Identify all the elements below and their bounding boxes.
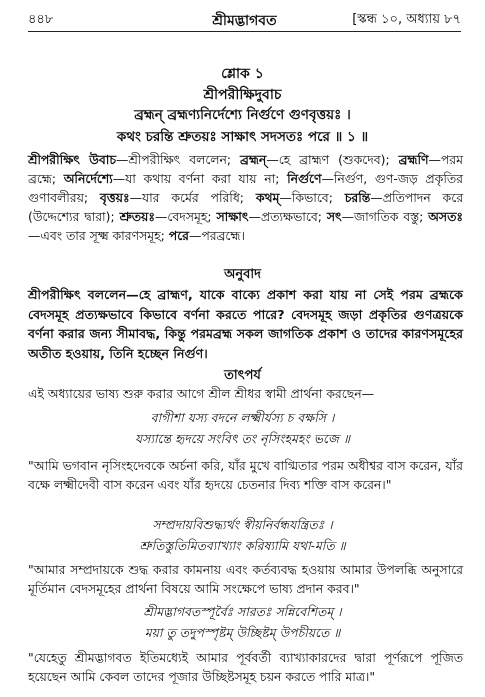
sanskrit-1-line-1: বাগীশা যস্য বদনে লক্ষ্মীর্যস্য চ বক্ষসি ।: [150, 410, 335, 425]
synonym-meaning: —প্রত্যক্ষভাবে;: [248, 209, 327, 224]
verse-label: শ্লোক ১: [221, 66, 264, 82]
translation-body: —হে ব্রাহ্মণ, যাকে বাক্যে প্রকাশ করা যায় না সেই পরম ব্রহ্মকে বেদসমূহ প্রত্যক্ষভাবে কিভাবে বর্ণনা করতে পারে? বেদসমূহ জড়া প্রকৃতির গুণত্রয়কে বর্ণনা করার জন্য সীমাবদ্ধ, কিন্তু পরমব্রহ্ম সকল জাগতিক প্রকাশ ও তাদের কারণসমূহের অতীত হওয়ায়, তিনি হচ্ছেন নির্গুণ।: [28, 287, 463, 361]
page-header: [28, 8, 461, 30]
verse-line-2: কথং চরন্তি শ্রুতয়ঃ সাক্ষাৎ সদসতঃ পরে ॥ ১ ॥: [116, 129, 369, 145]
header-rule: [28, 31, 461, 32]
purport-heading: তাৎপর্য: [224, 368, 261, 383]
synonym-term: অসতঃ: [428, 209, 463, 224]
synonym-term: ব্রহ্মন্: [240, 152, 267, 167]
sanskrit-3-line-1: শ্রীমদ্ভাগবতস্পূর্বৈঃ সারতঃ সন্নিবেশিতম্ ।: [143, 604, 342, 619]
quote-1: "আমি ভগবান নৃসিংহদেবকে অর্চনা করি, যাঁর মুখে বাগ্মিতার পরম অধীশ্বর বাস করেন, যাঁর বক্ষে লক্ষ্মীদেবী বাস করেন এবং যাঁর হৃদয়ে চেতনার দিব্য শক্তি বাস করেন।": [28, 458, 463, 492]
chapter-reference: [স্কন্ধ ১০, অধ্যায় ৮৭: [352, 12, 461, 27]
synonym-term: অনির্দেশ্যে: [63, 171, 113, 186]
synonym-meaning: —হে ব্রাহ্মণ (শুকদেব);: [266, 152, 399, 167]
sanskrit-2-line-1: সম্প্রদায়বিশুদ্ধ্যর্থং স্বীয়নির্বন্ধযন্ত্রিতঃ ।: [152, 517, 333, 532]
synonym-meaning: —শ্রীপরীক্ষিৎ বললেন;: [116, 152, 241, 167]
synonym-term: সাক্ষাৎ: [216, 209, 249, 224]
synonym-meaning: —প্রতিপাদন করে (উদ্দেশ্যের দ্বারা);: [28, 190, 464, 224]
sanskrit-2-line-2: শ্রুতিস্তুতিমিতব্যাখ্যাং করিষ্যামি যথা-মতি ॥: [139, 538, 346, 553]
synonym-term: শ্রুতয়ঃ: [119, 209, 155, 224]
synonym-meaning: —যার কর্মের পরিধি;: [129, 190, 256, 205]
synonym-term: শ্রীপরীক্ষিৎ উবাচ: [28, 152, 116, 167]
synonym-list: [28, 152, 463, 243]
synonym-term: ব্রহ্মণি: [398, 152, 429, 167]
quote-2: "আমার সম্প্রদায়কে শুদ্ধ করার কামনায় এবং কর্তব্যবদ্ধ হওয়ায় আমার উপলব্ধি অনুসারে মূর্তিমান বেদসমূহের প্রার্থনা বিষয়ে আমি সংক্ষেপে ভাষ্য প্রদান করব।": [28, 562, 463, 596]
synonym-term: সৎ: [326, 209, 342, 224]
synonym-term: কথম্: [255, 190, 280, 205]
synonym-term: নির্গুণে: [287, 171, 322, 186]
translation-text: [28, 285, 463, 363]
synonym-term: পরে: [168, 228, 189, 243]
quote-3: "যেহেতু শ্রীমদ্ভাগবত ইতিমধ্যেই আমার পূর্ববর্তী ব্যাখ্যাকারদের দ্বারা পূর্ণরূপে পূজিত হয়েছেন আমি কেবল তাদের পূজার উচ্ছিষ্টসমূহ চয়ন করতে পারি মাত্র।": [28, 650, 463, 684]
synonym-meaning: —পরব্রহ্মে।: [189, 228, 245, 243]
synonym-meaning: —বেদসমূহ;: [154, 209, 217, 224]
translation-speaker: শ্রীপরীক্ষিৎ বললেন: [28, 287, 127, 302]
synonym-term: বৃত্তয়ঃ: [99, 190, 130, 205]
synonym-meaning: —জাগতিক বস্তু;: [341, 209, 429, 224]
verse-speaker: শ্রীপরীক্ষিদুবাচ: [203, 87, 282, 103]
verse-line-1: ব্রহ্মন্ ব্রহ্মণ্যনির্দেশ্যে নির্গুণে গুণবৃত্তয়ঃ ।: [134, 107, 351, 123]
sanskrit-3-line-2: ময়া তু তদুপস্পৃষ্টম্ উচ্ছিষ্টম্ উপচীয়তে ॥: [144, 625, 341, 640]
synonym-meaning: —পরম ব্রহ্মে;: [28, 152, 463, 186]
synonym-meaning: —যা কথায় বর্ণনা করা যায় না;: [112, 171, 288, 186]
translation-heading: অনুবাদ: [224, 267, 261, 282]
synonym-meaning: —নির্গুণ, গুণ-জড় প্রকৃতির গুণাবলীরয়;: [28, 171, 463, 205]
running-title: শ্রীমদ্ভাগবত: [212, 13, 277, 29]
synonyms: [28, 150, 463, 245]
page-number: ৪৪৮: [28, 12, 54, 27]
purport-intro: এই অধ্যায়ের ভাষ্য শুরু করার আগে শ্রীল শ্রীধর স্বামী প্রার্থনা করছেন—: [28, 386, 375, 401]
synonym-meaning: —এবং তার সূক্ষ্ম কারণসমূহ;: [28, 228, 169, 243]
synonym-meaning: —কিভাবে;: [279, 190, 345, 205]
synonym-term: চরন্তি: [344, 190, 371, 205]
sanskrit-1-line-2: যস্যান্তে হৃদয়ে সংবিৎ তং নৃসিংহমহং ভজে ॥: [135, 431, 350, 446]
